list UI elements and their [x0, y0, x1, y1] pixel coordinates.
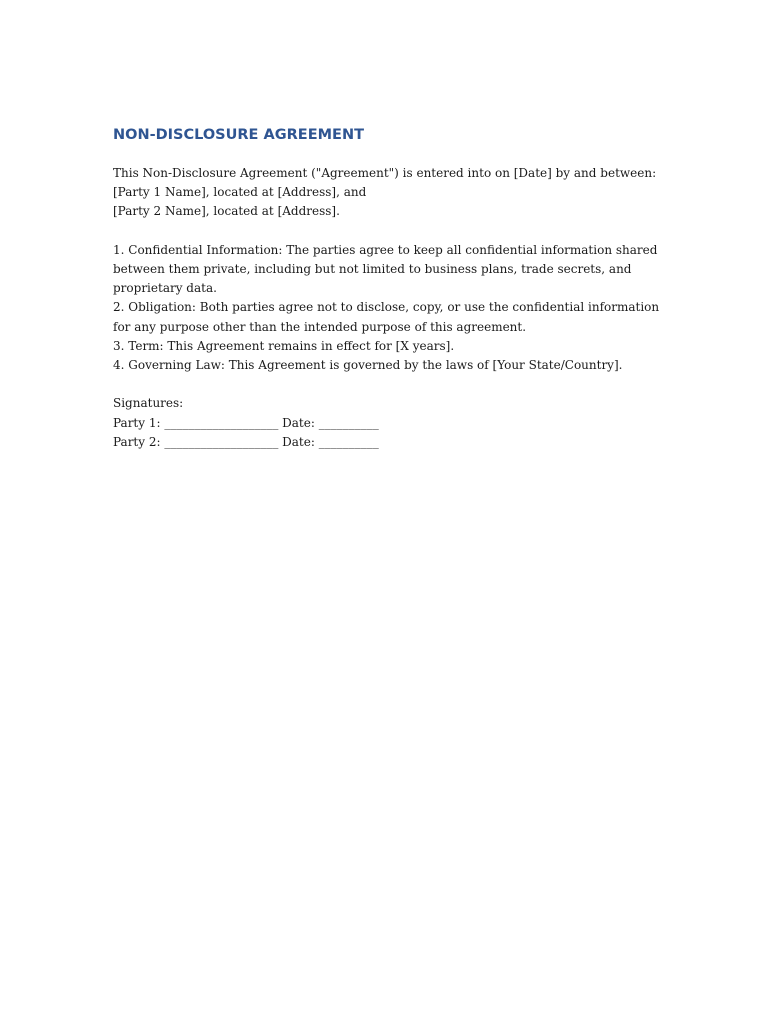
clause-line: between them private, including but not limited to business plans, trade secrets, and — [113, 262, 632, 276]
clause-line: 3. Term: This Agreement remains in effect for [X years]. — [113, 338, 455, 353]
page-title: NON-DISCLOSURE AGREEMENT — [113, 127, 364, 143]
clause-line: 1. Confidential Information: The parties agree to keep all confidential information shared — [113, 242, 658, 257]
clause-line: proprietary data. — [113, 281, 217, 296]
signatures-heading: Signatures: — [113, 396, 184, 411]
party1-signature-line: Party 1: ___________________ Date: __________ — [113, 415, 379, 430]
intro-line: This Non-Disclosure Agreement ("Agreement") is entered into on [Date] by and between: — [113, 166, 657, 180]
clause-line: for any purpose other than the intended purpose of this agreement. — [113, 319, 527, 334]
intro-section — [113, 164, 658, 222]
intro-line: [Party 1 Name], located at [Address], and — [113, 185, 367, 200]
spacer — [113, 375, 658, 394]
clauses-section — [113, 241, 658, 375]
clause-line: 4. Governing Law: This Agreement is governed by the laws of [Your State/Country]. — [113, 358, 623, 373]
signatures-section — [113, 394, 658, 452]
clause-line: 2. Obligation: Both parties agree not to disclose, copy, or use the confidential information — [113, 300, 660, 315]
document-body — [113, 125, 658, 452]
party2-signature-line: Party 2: ___________________ Date: __________ — [113, 434, 379, 449]
intro-line: [Party 2 Name], located at [Address]. — [113, 204, 340, 219]
spacer — [113, 222, 658, 241]
